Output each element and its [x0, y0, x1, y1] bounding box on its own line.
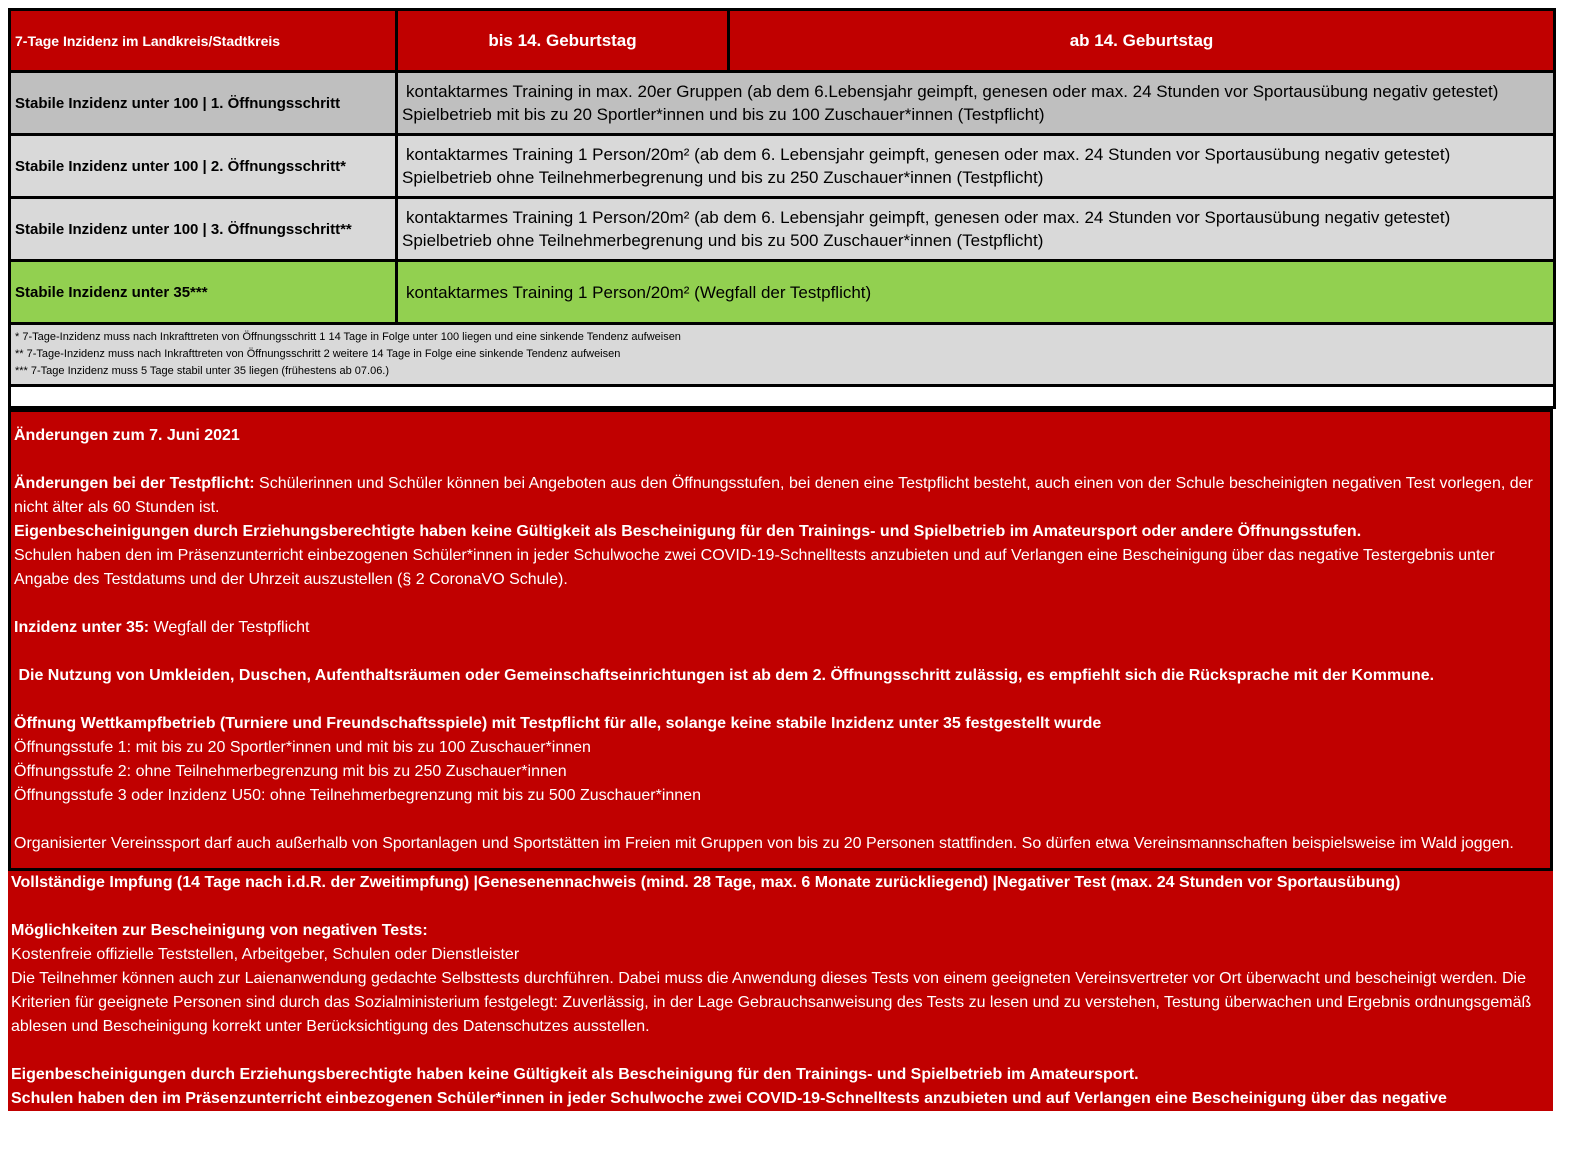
- footnotes-row: [10, 324, 1555, 386]
- table-header-row: [10, 10, 1555, 72]
- rule-training: kontaktarmes Training in max. 20er Gruppen (ab dem 6.Lebensjahr geimpft, genesen oder max. 24 Stunden vor Sportausübung negativ getestet): [406, 82, 1499, 101]
- self-tests-note: Die Teilnehmer können auch zur Laienanwendung gedachte Selbsttests durchführen. Dabei muss die Anwendung dieses Tests von einem geeigneten Vereinsvertreter vor Ort überwacht und bescheinigt werden. Die Kriterien für geeignete Personen sind durch das Sozialministerium festgelegt: Zuverlässig, in der Lage Gebrauchsanweisung des Tests zu lesen und zu verstehen, Testung überwachen und Ergebnis ordnungsgemäß ablesen und Bescheinigung korrekt unter Berücksichtigung des Datenschutzes ausstellen.: [11, 970, 1532, 1035]
- rule-games: Spielbetrieb mit bis zu 20 Sportler*innen und bis zu 100 Zuschauer*innen (Testpflicht): [402, 105, 1045, 124]
- proofs-section: [8, 871, 1553, 1111]
- test-change-text: Schülerinnen und Schüler können bei Angeboten aus den Öffnungsstufen, bei denen eine Testpflicht besteht, auch einen von der Schule bescheinigten negativen Test vorlegen, der nicht älter als 60 Stunden ist.: [14, 475, 1533, 516]
- under35-text: Wegfall der Testpflicht: [149, 619, 310, 636]
- header-over-14: ab 14. Geburtstag: [729, 10, 1555, 72]
- under35-paragraph: [14, 616, 1547, 640]
- test-change-label: Änderungen bei der Testpflicht:: [14, 475, 255, 492]
- competition-heading: Öffnung Wettkampfbetrieb (Turniere und Freundschaftsspiele) mit Testpflicht für alle, solange keine stabile Inzidenz unter 35 festgestellt wurde: [14, 715, 1102, 732]
- spacer-row: [10, 386, 1555, 408]
- footnote: * 7-Tage-Inzidenz muss nach Inkrafttreten von Öffnungsschritt 1 14 Tage in Folge unter 100 liegen und eine sinkende Tendenz aufweisen: [15, 331, 681, 343]
- table-row: [10, 135, 1555, 198]
- rule-training: kontaktarmes Training 1 Person/20m² (Wegfall der Testpflicht): [406, 282, 872, 302]
- row-label: Stabile Inzidenz unter 100 | 3. Öffnungsschritt**: [10, 198, 397, 261]
- row-label: Stabile Inzidenz unter 35***: [10, 261, 397, 324]
- spacer-cell: [10, 386, 1555, 408]
- header-incidence: 7-Tage Inzidenz im Landkreis/Stadtkreis: [10, 10, 397, 72]
- row-label: Stabile Inzidenz unter 100 | 1. Öffnungsschritt: [10, 72, 397, 135]
- changes-box: [8, 409, 1553, 871]
- row-rules: [397, 135, 1555, 198]
- table-row: [10, 72, 1555, 135]
- row-label: Stabile Inzidenz unter 100 | 2. Öffnungsschritt*: [10, 135, 397, 198]
- document-sheet: [8, 8, 1573, 1111]
- test-change-paragraph: [14, 472, 1547, 520]
- footnote: *** 7-Tage Inzidenz muss 5 Tage stabil unter 35 liegen (frühestens ab 07.06.): [15, 365, 390, 377]
- stage-3: Öffnungsstufe 3 oder Inzidenz U50: ohne Teilnehmerbegrenzung mit bis zu 500 Zuschauer*innen: [14, 787, 701, 804]
- stage-1: Öffnungsstufe 1: mit bis zu 20 Sportler*innen und mit bis zu 100 Zuschauer*innen: [14, 739, 591, 756]
- self-cert-note: Eigenbescheinigungen durch Erziehungsberechtigte haben keine Gültigkeit als Bescheinigung für den Trainings- und Spielbetrieb im Amateursport oder andere Öffnungsstufen.: [14, 523, 1362, 540]
- footnote: ** 7-Tage-Inzidenz muss nach Inkrafttreten von Öffnungsschritt 2 weitere 14 Tage in Folge eine sinkende Tendenz aufweisen: [15, 348, 621, 360]
- proofs-line: Vollständige Impfung (14 Tage nach i.d.R. der Zweitimpfung) |Genesenennachweis (mind. 28 Tage, max. 6 Monate zurückliegend) |Negativer Test (max. 24 Stunden vor Sportausübung): [11, 874, 1401, 891]
- table-row: [10, 198, 1555, 261]
- rule-training: kontaktarmes Training 1 Person/20m² (ab dem 6. Lebensjahr geimpft, genesen oder max. 24 Stunden vor Sportausübung negativ getestet): [406, 208, 1451, 227]
- schools-note-lower: Schulen haben den im Präsenzunterricht einbezogenen Schüler*innen in jeder Schulwoche zwei COVID-19-Schnelltests anzubieten und auf Verlangen eine Bescheinigung über das negative: [11, 1090, 1447, 1107]
- self-cert-note-lower: Eigenbescheinigungen durch Erziehungsberechtigte haben keine Gültigkeit als Bescheinigung für den Trainings- und Spielbetrieb im Amateursport.: [11, 1066, 1139, 1083]
- facilities-note: Die Nutzung von Umkleiden, Duschen, Aufenthaltsräumen oder Gemeinschaftseinrichtungen ist ab dem 2. Öffnungsschritt zulässig, es empfiehlt sich die Rücksprache mit der Kommune.: [14, 667, 1435, 684]
- incidence-table: [8, 8, 1556, 409]
- stage-2: Öffnungsstufe 2: ohne Teilnehmerbegrenzung mit bis zu 250 Zuschauer*innen: [14, 763, 567, 780]
- rule-games: Spielbetrieb ohne Teilnehmerbegrenung und bis zu 250 Zuschauer*innen (Testpflicht): [402, 168, 1044, 187]
- row-rules: [397, 72, 1555, 135]
- cert-places: Kostenfreie offizielle Teststellen, Arbeitgeber, Schulen oder Dienstleister: [11, 946, 520, 963]
- schools-note: Schulen haben den im Präsenzunterricht einbezogenen Schüler*innen in jeder Schulwoche zwei COVID-19-Schnelltests anzubieten und auf Verlangen eine Bescheinigung über das negative Testergebnis unter Angabe des Testdatums und der Uhrzeit auszustellen (§ 2 CoronaVO Schule).: [14, 547, 1495, 588]
- row-rules: [397, 198, 1555, 261]
- rule-training: kontaktarmes Training 1 Person/20m² (ab dem 6. Lebensjahr geimpft, genesen oder max. 24 Stunden vor Sportausübung negativ getestet): [406, 145, 1451, 164]
- cert-title: Möglichkeiten zur Bescheinigung von negativen Tests:: [11, 922, 428, 939]
- row-rules: [397, 261, 1555, 324]
- outdoor-note: Organisierter Vereinssport darf auch außerhalb von Sportanlagen und Sportstätten im Freien mit Gruppen von bis zu 20 Personen stattfinden. So dürfen etwa Vereinsmannschaften beispielsweise im Wald joggen.: [14, 835, 1514, 852]
- under35-label: Inzidenz unter 35:: [14, 619, 150, 636]
- changes-title: Änderungen zum 7. Juni 2021: [14, 427, 240, 444]
- rule-games: Spielbetrieb ohne Teilnehmerbegrenung und bis zu 500 Zuschauer*innen (Testpflicht): [402, 231, 1044, 250]
- table-row: [10, 261, 1555, 324]
- header-under-14: bis 14. Geburtstag: [397, 10, 729, 72]
- footnotes: [10, 324, 1555, 386]
